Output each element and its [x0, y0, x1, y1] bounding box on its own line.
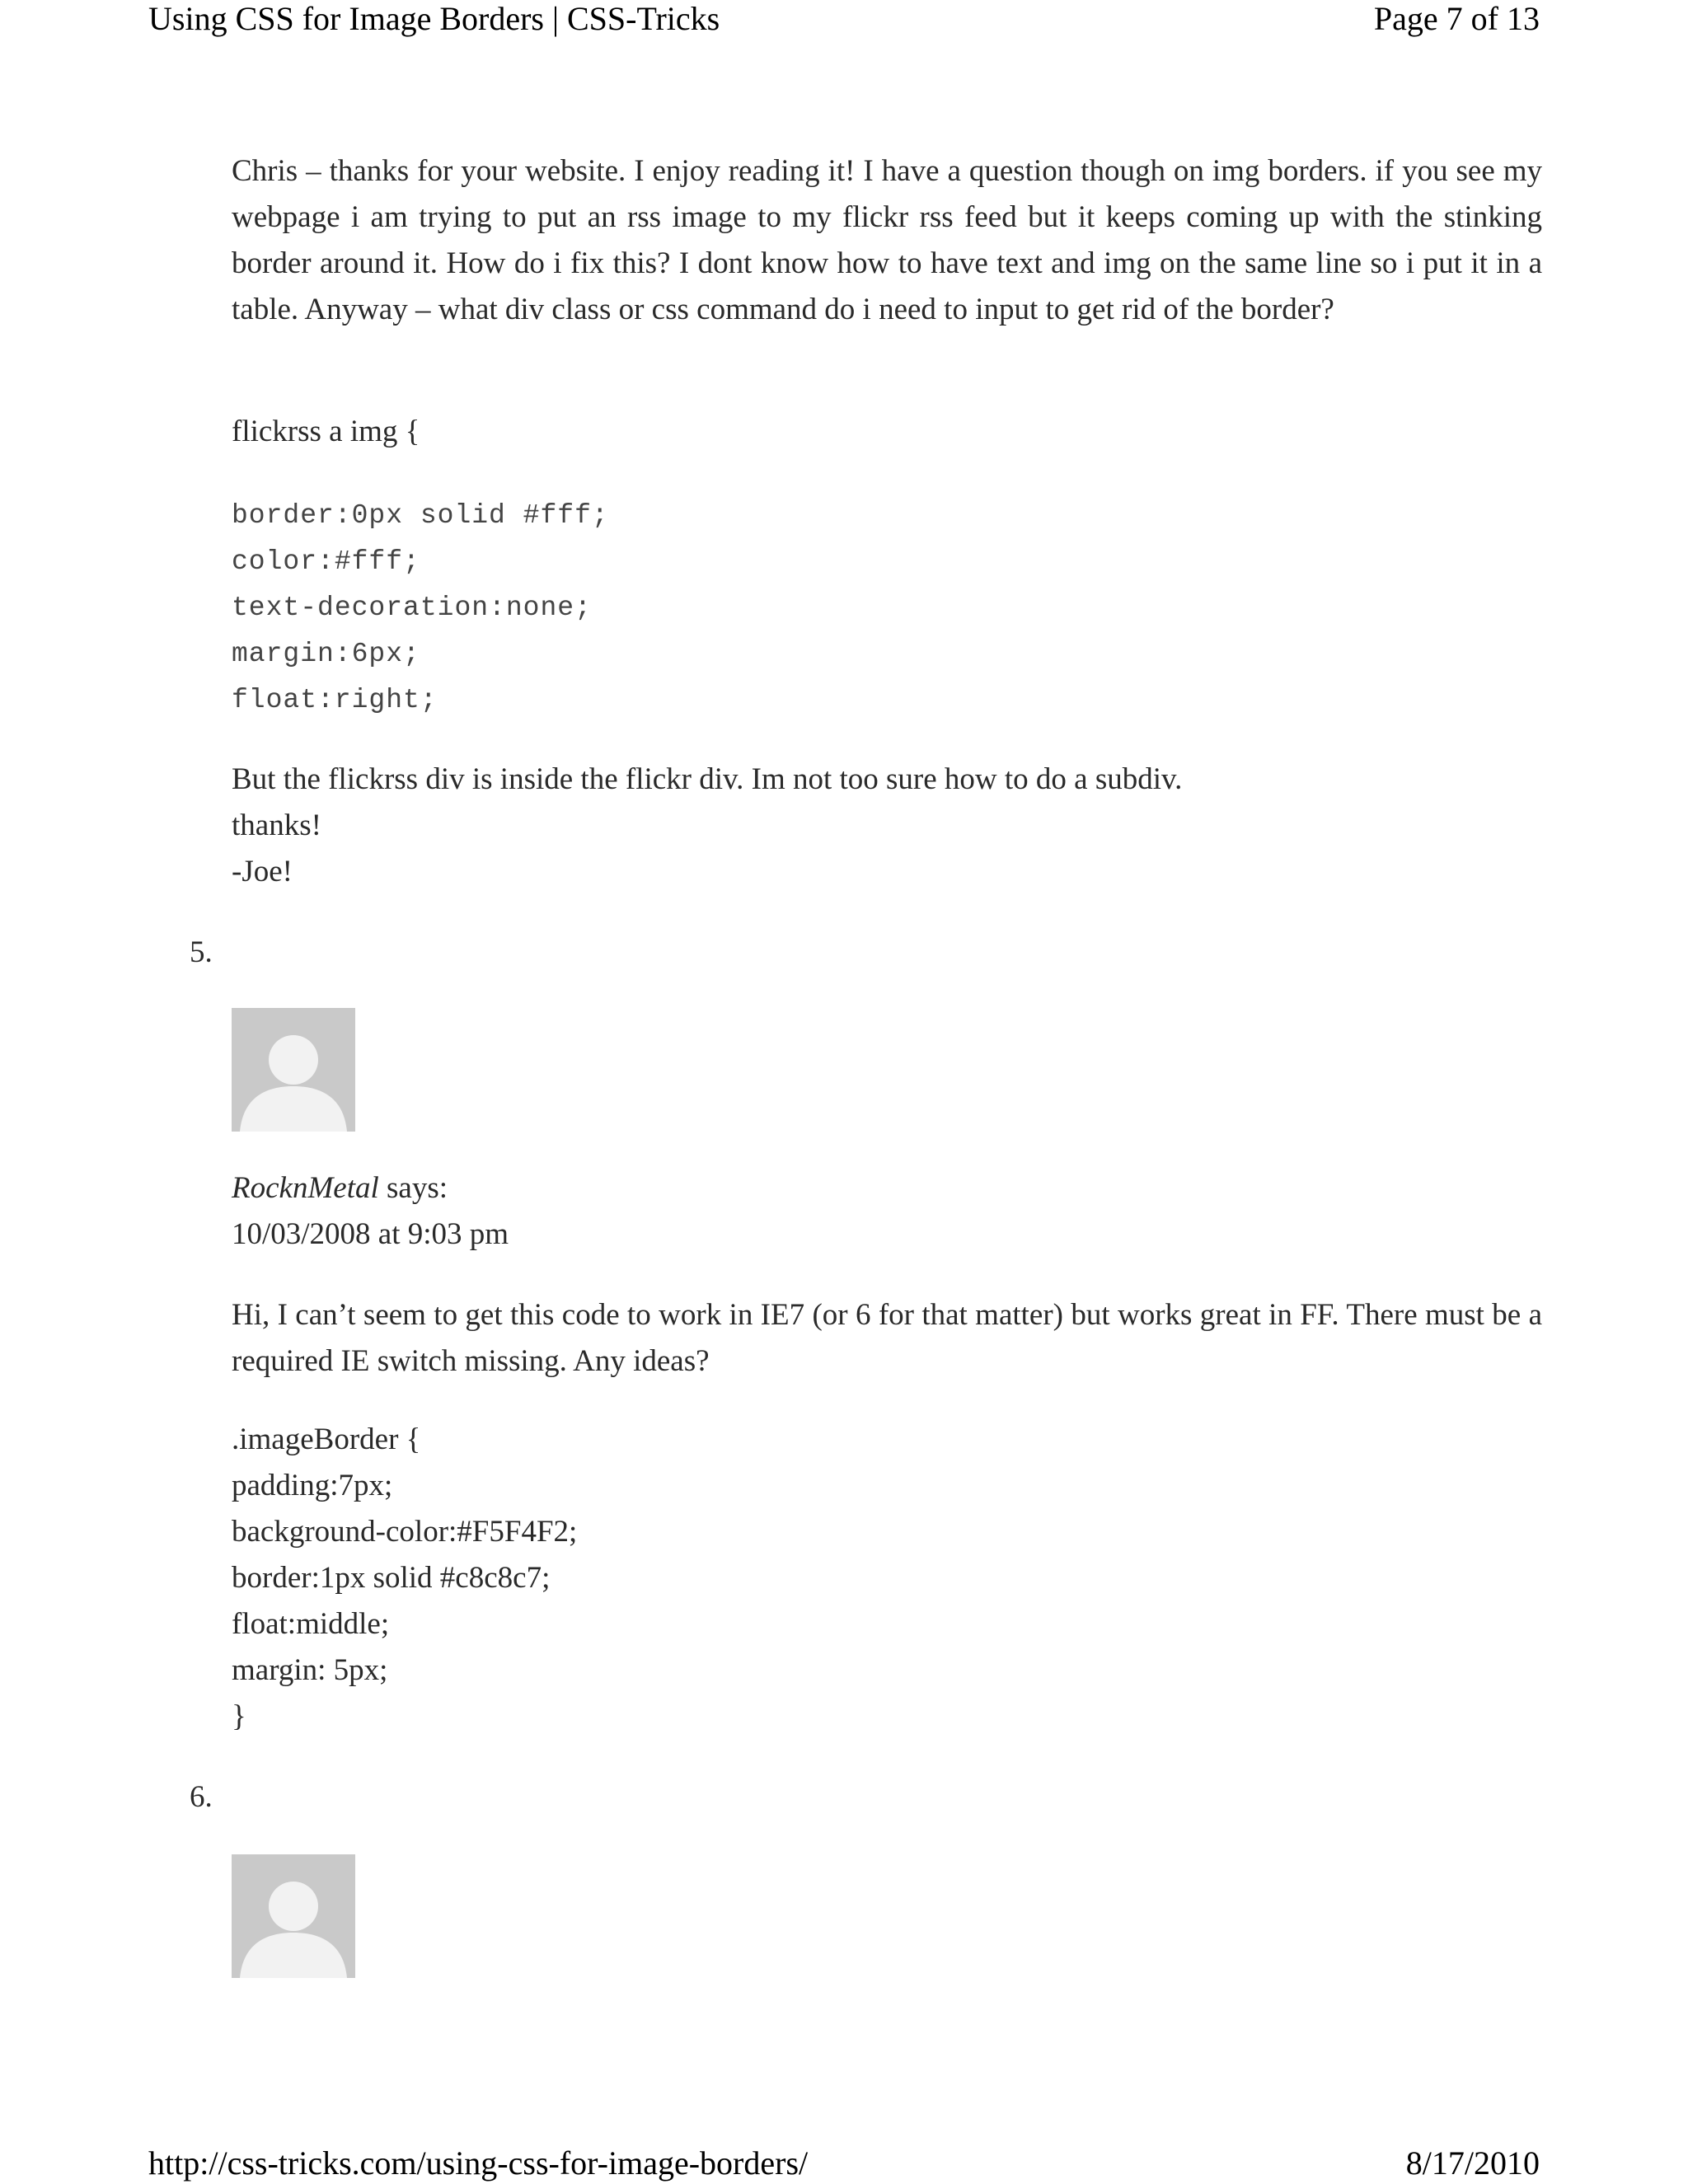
css-line: border:1px solid #c8c8c7; [232, 1561, 551, 1595]
comment-4-paragraph: Chris – thanks for your website. I enjoy reading it! I have a question though on img borders. if you see my webpage i am trying to put an rss image to my flickr rss feed but it keeps coming up with the stinking border around it. How do i fix this? I dont know how to have text and img on the same line so i put it in a table. Anyway – what div class or css command do i need to input to get rid of the border? [232, 154, 1542, 326]
comment-4-closing-line: thanks! [232, 808, 321, 842]
code-line: margin:6px; [232, 639, 420, 669]
page-footer-url: http://css-tricks.com/using-css-for-image-borders/ [148, 2144, 809, 2182]
css-line: padding:7px; [232, 1469, 393, 1502]
page-header-title: Using CSS for Image Borders | CSS-Tricks [148, 0, 720, 37]
code-line: border:0px solid #fff; [232, 500, 609, 531]
comment-6-number: 6. [190, 1780, 213, 1814]
comment-4-signature: -Joe! [232, 855, 293, 888]
default-avatar-icon [232, 1008, 355, 1132]
css-line: float:middle; [232, 1607, 390, 1641]
page-number: Page 7 of 13 [1373, 0, 1540, 37]
code-line: text-decoration:none; [232, 593, 592, 623]
comment-4-closing-line: But the flickrss div is inside the flickr div. Im not too sure how to do a subdiv. [232, 762, 1183, 796]
page-footer-date: 8/17/2010 [1405, 2144, 1540, 2182]
comment-6-avatar [232, 1854, 355, 1978]
css-line: } [232, 1699, 246, 1733]
comment-5-meta [232, 1165, 448, 1212]
comment-5-paragraph: Hi, I can’t seem to get this code to work in IE7 (or 6 for that matter) but works great in FF. There must be a required IE switch missing. Any ideas? [232, 1298, 1542, 1378]
default-avatar-icon [232, 1854, 355, 1978]
comment-5-number: 5. [190, 935, 213, 969]
comment-5-date[interactable]: 10/03/2008 at 9:03 pm [232, 1217, 509, 1251]
code-line: float:right; [232, 685, 438, 715]
css-line: .imageBorder { [232, 1422, 421, 1456]
comment-5-author-link[interactable]: RocknMetal [232, 1171, 379, 1205]
css-line: background-color:#F5F4F2; [232, 1515, 578, 1549]
comment-4-selector: flickrss a img { [232, 415, 420, 448]
css-line: margin: 5px; [232, 1653, 388, 1687]
comment-5-avatar [232, 1008, 355, 1132]
comment-5-says: says: [378, 1171, 448, 1205]
code-line: color:#fff; [232, 546, 420, 577]
